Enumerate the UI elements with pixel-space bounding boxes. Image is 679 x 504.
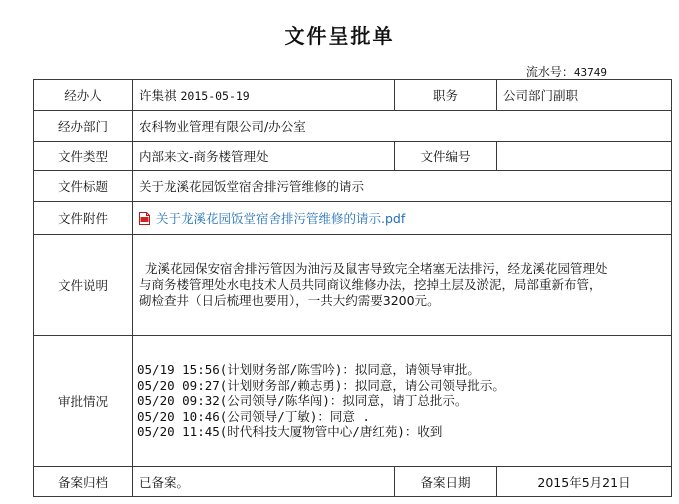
approval-entry: 05/19 15:56(计划财务部/陈雪吟)：拟同意，请领导审批。 <box>137 362 480 378</box>
approval-entry: 05/20 10:46(公司领导/丁敏)：同意 . <box>137 408 370 424</box>
doc-type-value: 内部来文-商务楼管理处 <box>133 142 395 171</box>
department-value: 农科物业管理有限公司/办公室 <box>133 111 672 142</box>
doc-number-value <box>497 142 672 171</box>
department-row <box>34 111 672 142</box>
archive-row <box>34 467 672 497</box>
attachment-row <box>34 202 672 235</box>
description-line: 龙溪花园保安宿舍排污管因为油污及鼠害导致完全堵塞无法排污，经龙溪花园管理处 <box>145 261 608 276</box>
handler-date: 2015-05-19 <box>180 89 250 103</box>
pdf-icon <box>139 212 150 225</box>
description-label: 文件说明 <box>34 235 133 336</box>
approval-entries <box>133 336 672 467</box>
approval-entry: 05/20 09:32(公司领导/陈华闯)：拟同意，请丁总批示。 <box>137 393 468 409</box>
approval-row <box>34 336 672 467</box>
archive-label: 备案归档 <box>34 467 133 497</box>
archive-date-label: 备案日期 <box>395 467 497 497</box>
attachment-link[interactable] <box>139 209 665 227</box>
description-value <box>133 235 672 336</box>
description-line: 与商务楼管理处水电技术人员共同商议维修办法，挖掉土层及淤泥，局部重新布管， <box>139 277 602 292</box>
position-label: 职务 <box>395 80 497 111</box>
approval-label: 审批情况 <box>34 336 133 467</box>
approval-entry: 05/20 09:27(计划财务部/赖志勇)：拟同意，请公司领导批示。 <box>137 377 505 393</box>
doc-number-label: 文件编号 <box>395 142 497 171</box>
approval-entry: 05/20 11:45(时代科技大厦物管中心/唐红苑)：收到 <box>137 424 443 440</box>
attachment-filename: 关于龙溪花园饭堂宿舍排污管维修的请示.pdf <box>156 211 406 226</box>
attachment-cell <box>133 202 672 235</box>
description-row <box>34 235 672 336</box>
doc-title-value: 关于龙溪花园饭堂宿舍排污管维修的请示 <box>133 171 672 202</box>
position-value: 公司部门副职 <box>497 80 672 111</box>
archive-date-value: 2015年5月21日 <box>497 467 672 497</box>
doc-type-label: 文件类型 <box>34 142 133 171</box>
approval-form-table <box>33 79 672 497</box>
description-line: 砌检查井（日后梳理也要用），一共大约需要3200元。 <box>139 293 440 308</box>
doc-type-row <box>34 142 672 171</box>
archive-value: 已备案。 <box>133 467 395 497</box>
doc-title-row <box>34 171 672 202</box>
attachment-label: 文件附件 <box>34 202 133 235</box>
handler-value <box>133 80 395 111</box>
serial-label: 流水号： <box>525 65 574 79</box>
doc-title-label: 文件标题 <box>34 171 133 202</box>
handler-row <box>34 80 672 111</box>
page-title: 文件呈批单 <box>284 24 395 48</box>
serial-value: 43749 <box>573 66 607 79</box>
handler-name: 许集祺 <box>139 88 177 103</box>
handler-label: 经办人 <box>34 80 133 111</box>
department-label: 经办部门 <box>34 111 133 142</box>
serial-number <box>526 63 607 80</box>
